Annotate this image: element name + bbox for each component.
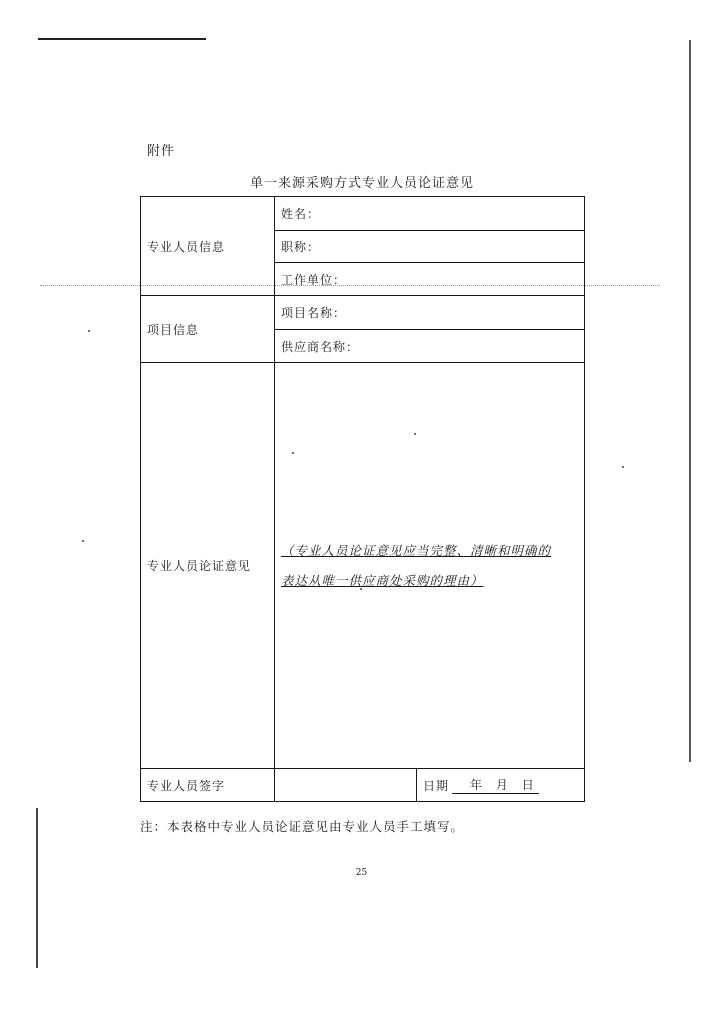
scan-edge-right [689, 40, 691, 762]
name-field[interactable]: 姓名： [275, 197, 585, 231]
scan-speck [88, 330, 90, 332]
signature-label: 专业人员签字 [141, 769, 275, 802]
date-label: 日期 [423, 778, 450, 793]
expert-opinion-form [140, 196, 585, 802]
opinion-guidance-line-2: 表达从唯一供应商处采购的理由） [281, 572, 484, 588]
footnote: 注：本表格中专业人员论证意见由专业人员手工填写。 [140, 819, 465, 834]
date-field[interactable] [417, 769, 585, 802]
expert-info-label: 专业人员信息 [141, 197, 275, 296]
supplier-name-field[interactable]: 供应商名称： [275, 330, 585, 363]
opinion-text-area[interactable] [275, 363, 585, 769]
form-row-project-name [141, 296, 585, 330]
signature-field[interactable] [275, 769, 417, 802]
project-name-field[interactable]: 项目名称： [275, 296, 585, 330]
page-number: 25 [355, 868, 368, 878]
opinion-label: 专业人员论证意见 [141, 363, 275, 769]
scan-edge-top-left [38, 38, 206, 40]
attachment-label: 附件 [147, 144, 176, 159]
opinion-guidance-line-1: （专业人员论证意见应当完整、清晰和明确的 [281, 542, 552, 558]
scan-speck [622, 466, 624, 468]
date-year: 年 [470, 778, 484, 792]
professional-title-field[interactable]: 职称： [275, 231, 585, 263]
workplace-field[interactable]: 工作单位： [275, 263, 585, 296]
date-day: 日 [521, 778, 535, 792]
date-month: 月 [495, 778, 509, 792]
form-row-signature [141, 769, 585, 802]
date-blank-line [452, 776, 539, 794]
scan-edge-left [36, 808, 38, 968]
scan-speck [82, 540, 84, 542]
form-row-opinion [141, 363, 585, 769]
project-info-label: 项目信息 [141, 296, 275, 363]
form-row-name [141, 197, 585, 231]
document-title: 单一来源采购方式专业人员论证意见 [249, 176, 474, 191]
